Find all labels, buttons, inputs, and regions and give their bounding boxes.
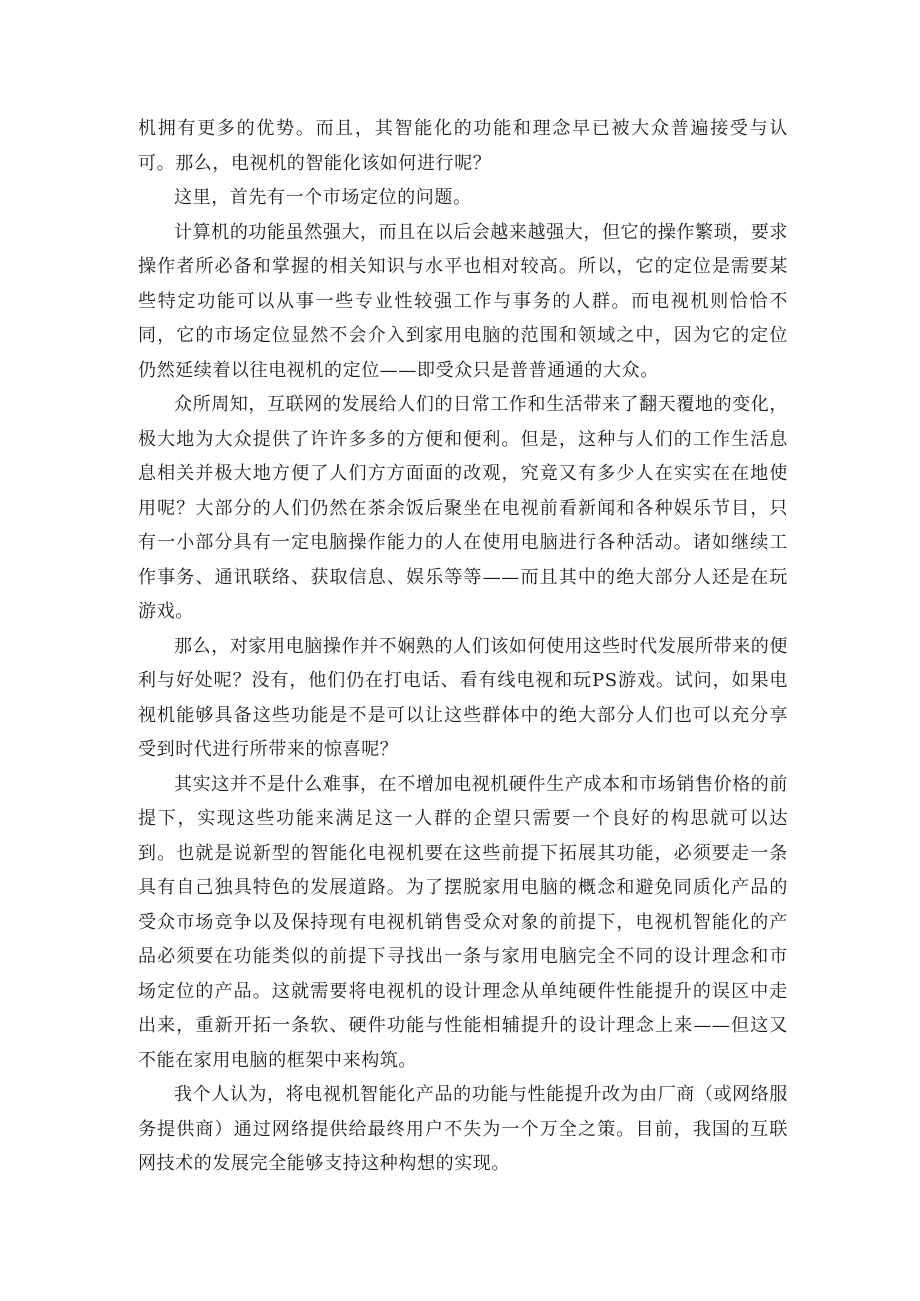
paragraph-5: 那么，对家用电脑操作并不娴熟的人们该如何使用这些时代发展所带来的便利与好处呢？没有，他们仍在打电话、看有线电视和玩PS游戏。试问，如果电视机能够具备这些功能是不是可以让这些群体中的绝大部分人们也可以充分享受到时代进行所带来的惊喜呢？: [138, 635, 788, 760]
paragraph-1: 机拥有更多的优势。而且，其智能化的功能和理念早已被大众普遍接受与认可。那么，电视机的智能化该如何进行呢？: [138, 118, 788, 174]
document-page: [138, 112, 788, 1182]
paragraph-4: 众所周知，互联网的发展给人们的日常工作和生活带来了翻天覆地的变化，极大地为大众提供了许许多多的方便和便利。但是，这种与人们的工作生活息息相关并极大地方便了人们方方面面的改观，究竟又有多少人在实实在在地使用呢？大部分的人们仍然在茶余饭后聚坐在电视前看新闻和各种娱乐节目，只有一小部分具有一定电脑操作能力的人在使用电脑进行各种活动。诸如继续工作事务、通讯联络、获取信息、娱乐等等——而且其中的绝大部分人还是在玩游戏。: [138, 394, 788, 622]
paragraph-7: 我个人认为，将电视机智能化产品的功能与性能提升改为由厂商（或网络服务提供商）通过网络提供给最终用户不失为一个万全之策。目前，我国的互联网技术的发展完全能够支持这种构想的实现。: [138, 1084, 788, 1174]
paragraph-6: 其实这并不是什么难事，在不增加电视机硬件生产成本和市场销售价格的前提下，实现这些功能来满足这一人群的企望只需要一个良好的构思就可以达到。也就是说新型的智能化电视机要在这些前提下拓展其功能，必须要走一条具有自己独具特色的发展道路。为了摆脱家用电脑的概念和避免同质化产品的受众市场竞争以及保持现有电视机销售受众对象的前提下，电视机智能化的产品必须要在功能类似的前提下寻找出一条与家用电脑完全不同的设计理念和市场定位的产品。这就需要将电视机的设计理念从单纯硬件性能提升的误区中走出来，重新开拓一条软、硬件功能与性能相辅提升的设计理念上来——但这又不能在家用电脑的框架中来构筑。: [138, 773, 788, 1071]
paragraph-3: 计算机的功能虽然强大，而且在以后会越来越强大，但它的操作繁琐，要求操作者所必备和掌握的相关知识与水平也相对较高。所以，它的定位是需要某些特定功能可以从事一些专业性较强工作与事务的人群。而电视机则恰恰不同，它的市场定位显然不会介入到家用电脑的范围和领域之中，因为它的定位仍然延续着以往电视机的定位——即受众只是普普通通的大众。: [138, 221, 788, 381]
paragraph-2: 这里，首先有一个市场定位的问题。: [174, 187, 472, 208]
